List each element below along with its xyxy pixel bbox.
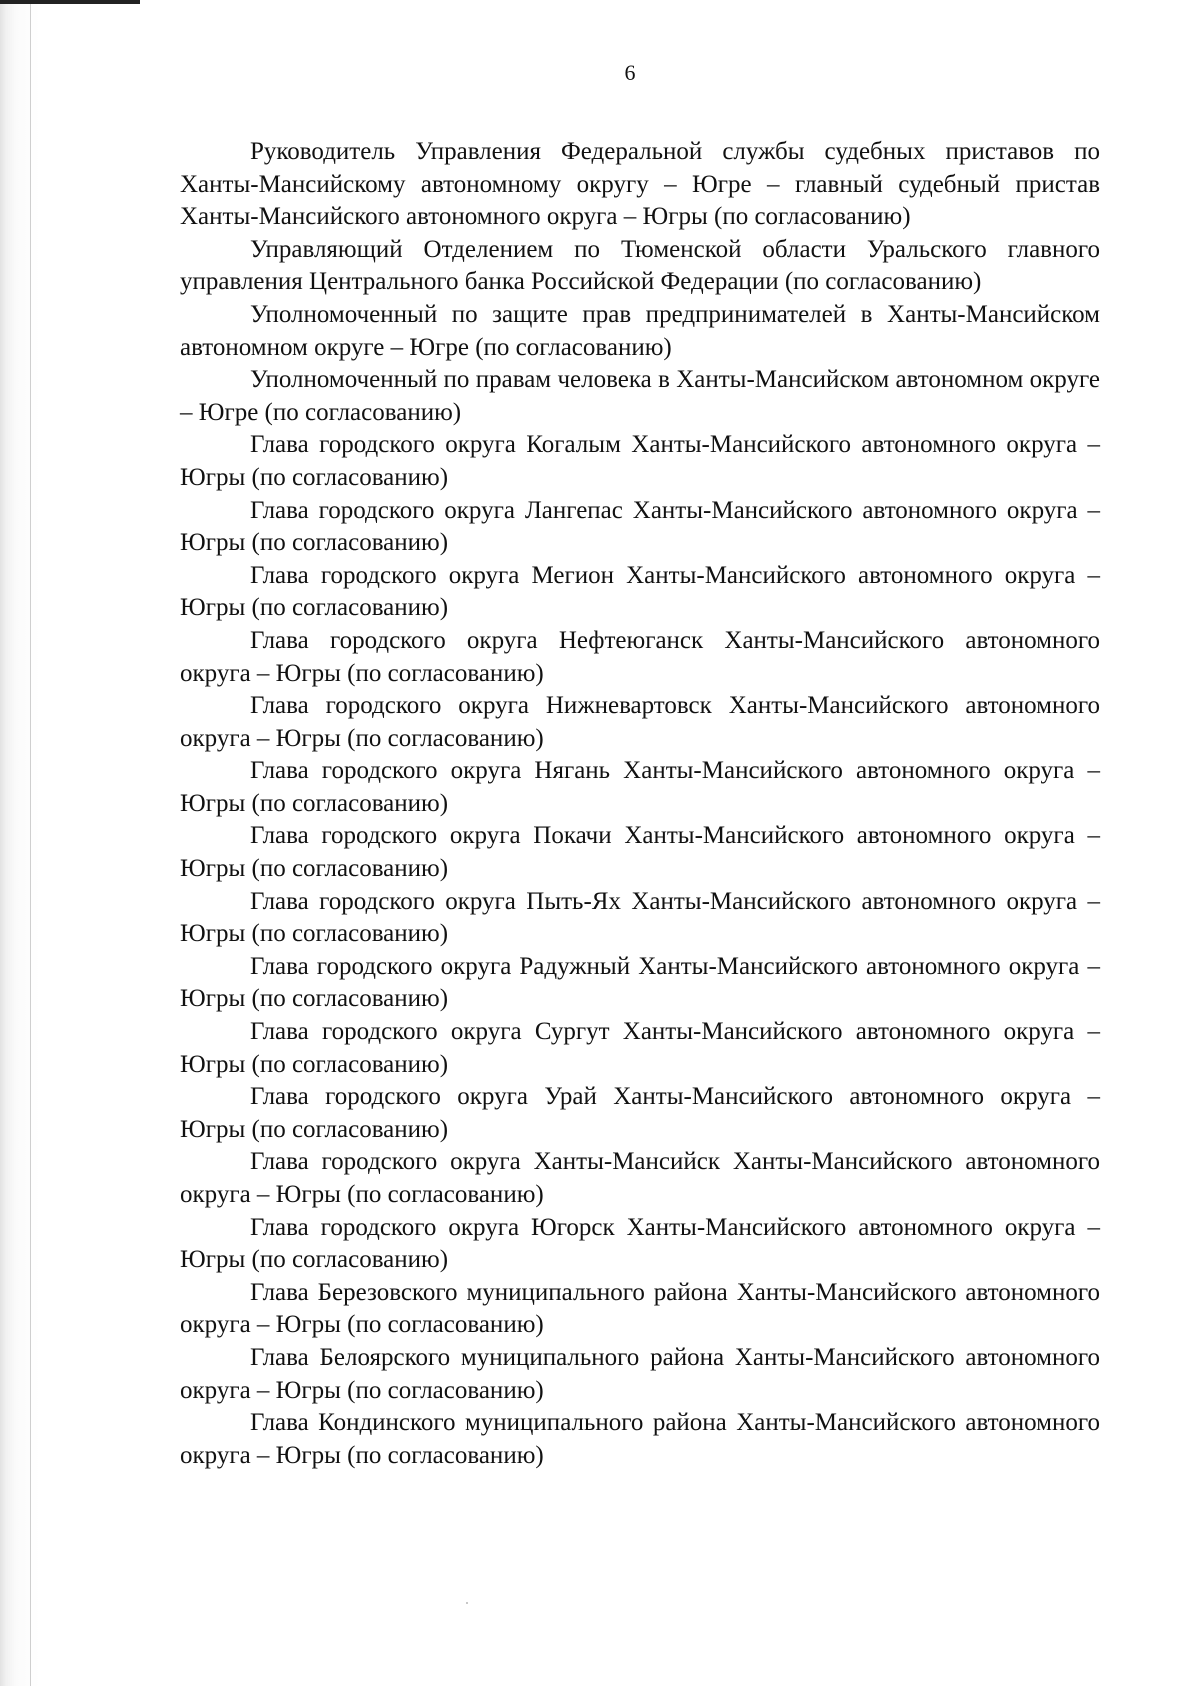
paragraph-head-yugorsk: Глава городского округа Югорск Ханты-Мансийского автономного округа – Югры (по согласованию)	[180, 1213, 1100, 1274]
scan-left-edge	[0, 0, 40, 1686]
paragraph-human-rights-ombudsman: Уполномоченный по правам человека в Ханты-Мансийском автономном округе – Югре (по согласованию)	[180, 366, 1100, 426]
scan-top-mark	[0, 0, 140, 4]
paragraph-business-ombudsman: Уполномоченный по защите прав предпринимателей в Ханты-Мансийском автономном округе – Югре (по согласованию)	[180, 300, 1100, 361]
scan-speck	[466, 1602, 468, 1604]
paragraph-head-berezovsky: Глава Березовского муниципального района Ханты-Мансийского автономного округа – Югры (по согласованию)	[180, 1278, 1100, 1339]
paragraph-head-nefteyugansk: Глава городского округа Нефтеюганск Ханты-Мансийского автономного округа – Югры (по согласованию)	[180, 626, 1100, 687]
paragraph-bailiff-service: Руководитель Управления Федеральной службы судебных приставов по Ханты-Мансийскому автономному округу – Югре – главный судебный пристав Ханты-Мансийского автономного округа – Югры (по согласованию)	[180, 138, 1100, 231]
paragraph-head-nyagan: Глава городского округа Нягань Ханты-Мансийского автономного округа – Югры (по согласованию)	[180, 757, 1100, 817]
paragraph-head-langepas: Глава городского округа Лангепас Ханты-Мансийского автономного округа – Югры (по согласованию)	[180, 496, 1100, 557]
paragraph-head-raduzhny: Глава городского округа Радужный Ханты-Мансийского автономного округа – Югры (по согласованию)	[180, 952, 1100, 1013]
paragraph-head-kogalym: Глава городского округа Когалым Ханты-Мансийского автономного округа – Югры (по согласованию)	[180, 431, 1100, 491]
paragraph-head-kondinsky: Глава Кондинского муниципального района Ханты-Мансийского автономного округа – Югры (по согласованию)	[180, 1409, 1100, 1469]
paragraph-central-bank: Управляющий Отделением по Тюменской области Уральского главного управления Центрального банка Российской Федерации (по согласованию)	[180, 235, 1100, 296]
paragraph-head-surgut: Глава городского округа Сургут Ханты-Мансийского автономного округа – Югры (по согласованию)	[180, 1018, 1100, 1078]
paragraph-head-khanty-mansiysk: Глава городского округа Ханты-Мансийск Ханты-Мансийского автономного округа – Югры (по согласованию)	[180, 1148, 1100, 1208]
paragraph-head-pokachi: Глава городского округа Покачи Ханты-Мансийского автономного округа – Югры (по согласованию)	[180, 822, 1100, 883]
paragraph-head-megion: Глава городского округа Мегион Ханты-Мансийского автономного округа – Югры (по согласованию)	[180, 561, 1100, 622]
paragraph-head-uray: Глава городского округа Урай Ханты-Мансийского автономного округа – Югры (по согласованию)	[180, 1083, 1100, 1143]
paragraph-head-pyt-yakh: Глава городского округа Пыть-Ях Ханты-Мансийского автономного округа – Югры (по согласованию)	[180, 887, 1100, 948]
document-body	[180, 136, 1100, 1472]
paragraph-head-nizhnevartovsk: Глава городского округа Нижневартовск Ханты-Мансийского автономного округа – Югры (по согласованию)	[180, 692, 1100, 752]
paragraph-head-beloyarsky: Глава Белоярского муниципального района Ханты-Мансийского автономного округа – Югры (по согласованию)	[180, 1343, 1100, 1404]
page-number: 6	[624, 60, 636, 85]
